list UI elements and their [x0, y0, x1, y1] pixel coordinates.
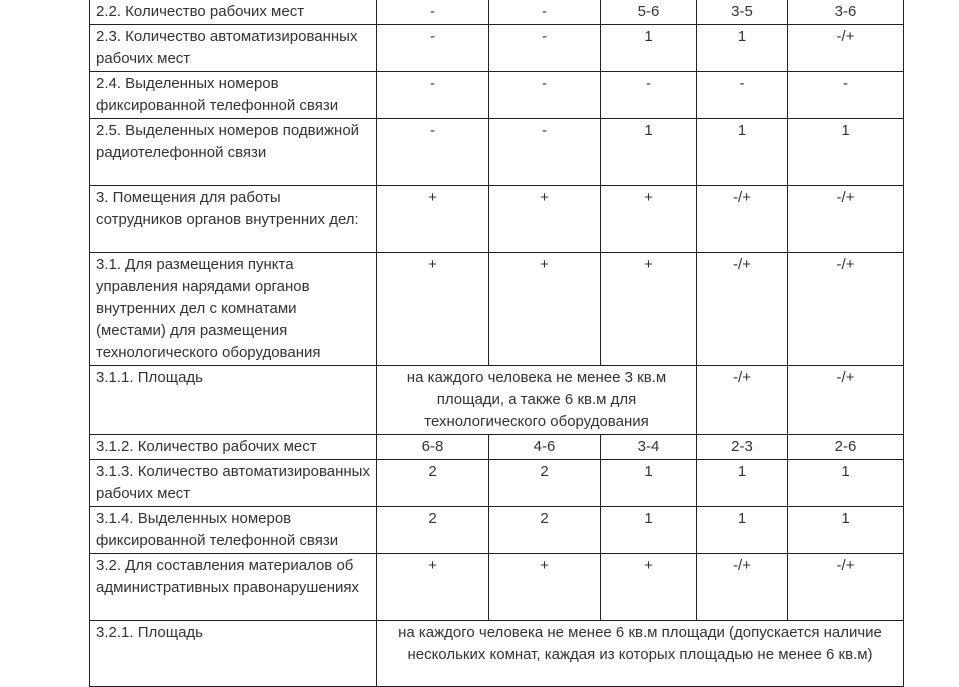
table-cell: -/+ — [788, 186, 904, 253]
row-label: 3.1.2. Количество рабочих мест — [90, 435, 377, 460]
table-cell: 5-6 — [601, 0, 697, 25]
table-cell: - — [489, 72, 601, 119]
table-row — [90, 119, 904, 186]
table-cell: 2-6 — [788, 435, 904, 460]
table-cell: - — [489, 0, 601, 25]
table-row — [90, 253, 904, 366]
row-label: 2.2. Количество рабочих мест — [90, 0, 377, 25]
row-label: 2.4. Выделенных номеров фиксированной телефонной связи — [90, 72, 377, 119]
table-cell: 1 — [697, 25, 788, 72]
table-body — [90, 0, 904, 687]
row-label: 3.1.4. Выделенных номеров фиксированной телефонной связи — [90, 507, 377, 554]
table-cell: 1 — [601, 507, 697, 554]
row-label: 3. Помещения для работы сотрудников органов внутренних дел: — [90, 186, 377, 253]
table-cell: 4-6 — [489, 435, 601, 460]
row-label: 3.2. Для составления материалов об административных правонарушениях — [90, 554, 377, 621]
table-cell: - — [377, 72, 489, 119]
row-label: 3.1. Для размещения пункта управления нарядами органов внутренних дел с комнатами (местами) для размещения технологического оборудования — [90, 253, 377, 366]
table-cell: 6-8 — [377, 435, 489, 460]
row-label: 2.3. Количество автоматизированных рабочих мест — [90, 25, 377, 72]
table-cell: 1 — [788, 119, 904, 186]
table-cell: 2 — [489, 460, 601, 507]
table-cell: + — [601, 554, 697, 621]
table-cell: 1 — [697, 460, 788, 507]
table-cell: 1 — [601, 460, 697, 507]
table-cell: 1 — [697, 507, 788, 554]
table-cell: - — [489, 25, 601, 72]
table-row — [90, 186, 904, 253]
table-row — [90, 0, 904, 25]
table-cell: 3-6 — [788, 0, 904, 25]
table-row — [90, 72, 904, 119]
table-row — [90, 366, 904, 435]
table-cell: -/+ — [788, 253, 904, 366]
table-cell: -/+ — [697, 554, 788, 621]
table-cell: на каждого человека не менее 3 кв.м площади, а также 6 кв.м для технологического оборудования — [377, 366, 697, 435]
table-cell: 2 — [377, 460, 489, 507]
table-cell: 2 — [489, 507, 601, 554]
table-row — [90, 435, 904, 460]
table-row — [90, 507, 904, 554]
table-cell: + — [601, 253, 697, 366]
table-cell: -/+ — [697, 366, 788, 435]
table-cell: + — [489, 186, 601, 253]
table-cell: - — [697, 72, 788, 119]
table-cell: 1 — [601, 25, 697, 72]
table-cell: + — [377, 186, 489, 253]
table-cell: 3-5 — [697, 0, 788, 25]
table-cell: -/+ — [697, 253, 788, 366]
table-cell: 2-3 — [697, 435, 788, 460]
table-cell: 1 — [601, 119, 697, 186]
row-label: 3.1.1. Площадь — [90, 366, 377, 435]
table-cell: 1 — [788, 460, 904, 507]
table-cell: - — [377, 119, 489, 186]
table-cell: - — [377, 25, 489, 72]
table-cell: 1 — [697, 119, 788, 186]
row-label: 2.5. Выделенных номеров подвижной радиотелефонной связи — [90, 119, 377, 186]
table-cell: + — [489, 253, 601, 366]
table-cell: - — [788, 72, 904, 119]
table-cell: - — [377, 0, 489, 25]
table-cell: + — [377, 554, 489, 621]
requirements-table — [89, 0, 904, 687]
table-cell: + — [489, 554, 601, 621]
table-cell: - — [489, 119, 601, 186]
table-row — [90, 554, 904, 621]
table-cell: 1 — [788, 507, 904, 554]
table-cell: 2 — [377, 507, 489, 554]
table-cell: на каждого человека не менее 6 кв.м площади (допускается наличие нескольких комнат, каждая из которых площадью не менее 6 кв.м) — [377, 621, 904, 687]
table-cell: 3-4 — [601, 435, 697, 460]
table-cell: - — [601, 72, 697, 119]
table-row — [90, 25, 904, 72]
table-cell: -/+ — [788, 554, 904, 621]
table-row — [90, 460, 904, 507]
table-cell: -/+ — [788, 366, 904, 435]
table-cell: -/+ — [697, 186, 788, 253]
row-label: 3.1.3. Количество автоматизированных рабочих мест — [90, 460, 377, 507]
table-row — [90, 621, 904, 687]
table-cell: + — [377, 253, 489, 366]
table-cell: -/+ — [788, 25, 904, 72]
row-label: 3.2.1. Площадь — [90, 621, 377, 687]
table-cell: + — [601, 186, 697, 253]
